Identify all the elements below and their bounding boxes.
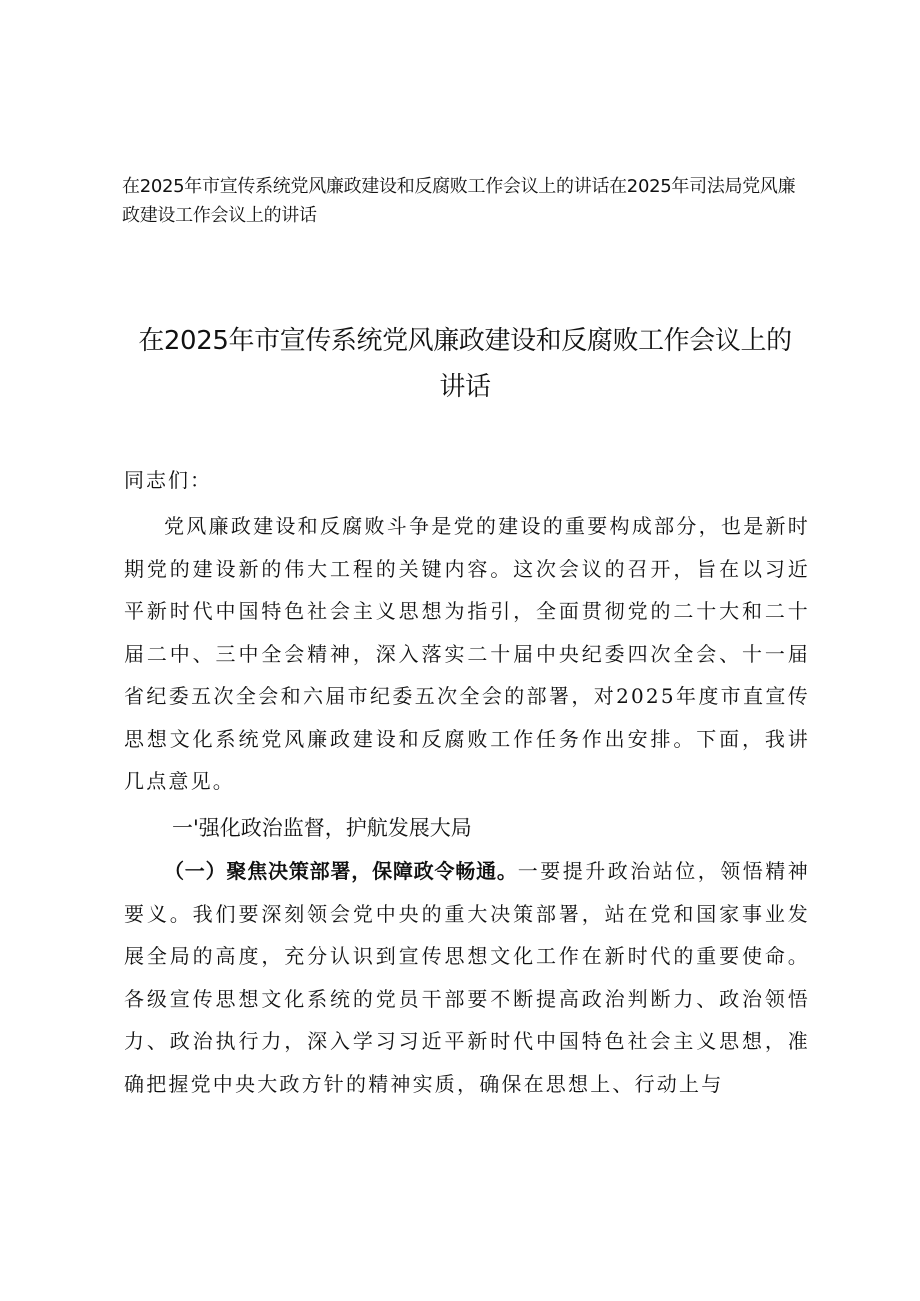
salutation: 同志们： (124, 468, 212, 492)
section-heading-1: 一'强化政治监督，护航发展大局 (172, 816, 472, 840)
paragraph-subsection-1 (124, 850, 810, 1105)
subsection-heading-1: （一）聚焦决策部署，保障政令畅通。 (164, 859, 518, 883)
paragraph-intro: 党风廉政建设和反腐败斗争是党的建设的重要构成部分，也是新时期党的建设新的伟大工程的关键内容。这次会议的召开，旨在以习近平新时代中国特色社会主义思想为指引，全面贯彻党的二十大和二十届二中、三中全会精神，深入落实二十届中央纪委四次全会、十一届省纪委五次全会和六届市纪委五次全会的部署，对2025年度市直宣传思想文化系统党风廉政建设和反腐败工作任务作出安排。下面，我讲几点意见。 (124, 514, 810, 793)
document-title: 在2025年市宣传系统党风廉政建设和反腐败工作会议上的讲话 (138, 326, 792, 402)
subsection-body-1: 一要提升政治站位，领悟精神要义。我们要深刻领会党中央的重大决策部署，站在党和国家事业发展全局的高度，充分认识到宣传思想文化工作在新时代的重要使命。各级宣传思想文化系统的党员干部要不断提高政治判断力、政治领悟力、政治执行力，深入学习习近平新时代中国特色社会主义思想，准确把握党中央大政方针的精神实质，确保在思想上、行动上与 (124, 859, 810, 1096)
document-caption: 在2025年市宣传系统党风廉政建设和反腐败工作会议上的讲话在2025年司法局党风廉政建设工作会议上的讲话 (122, 176, 796, 226)
